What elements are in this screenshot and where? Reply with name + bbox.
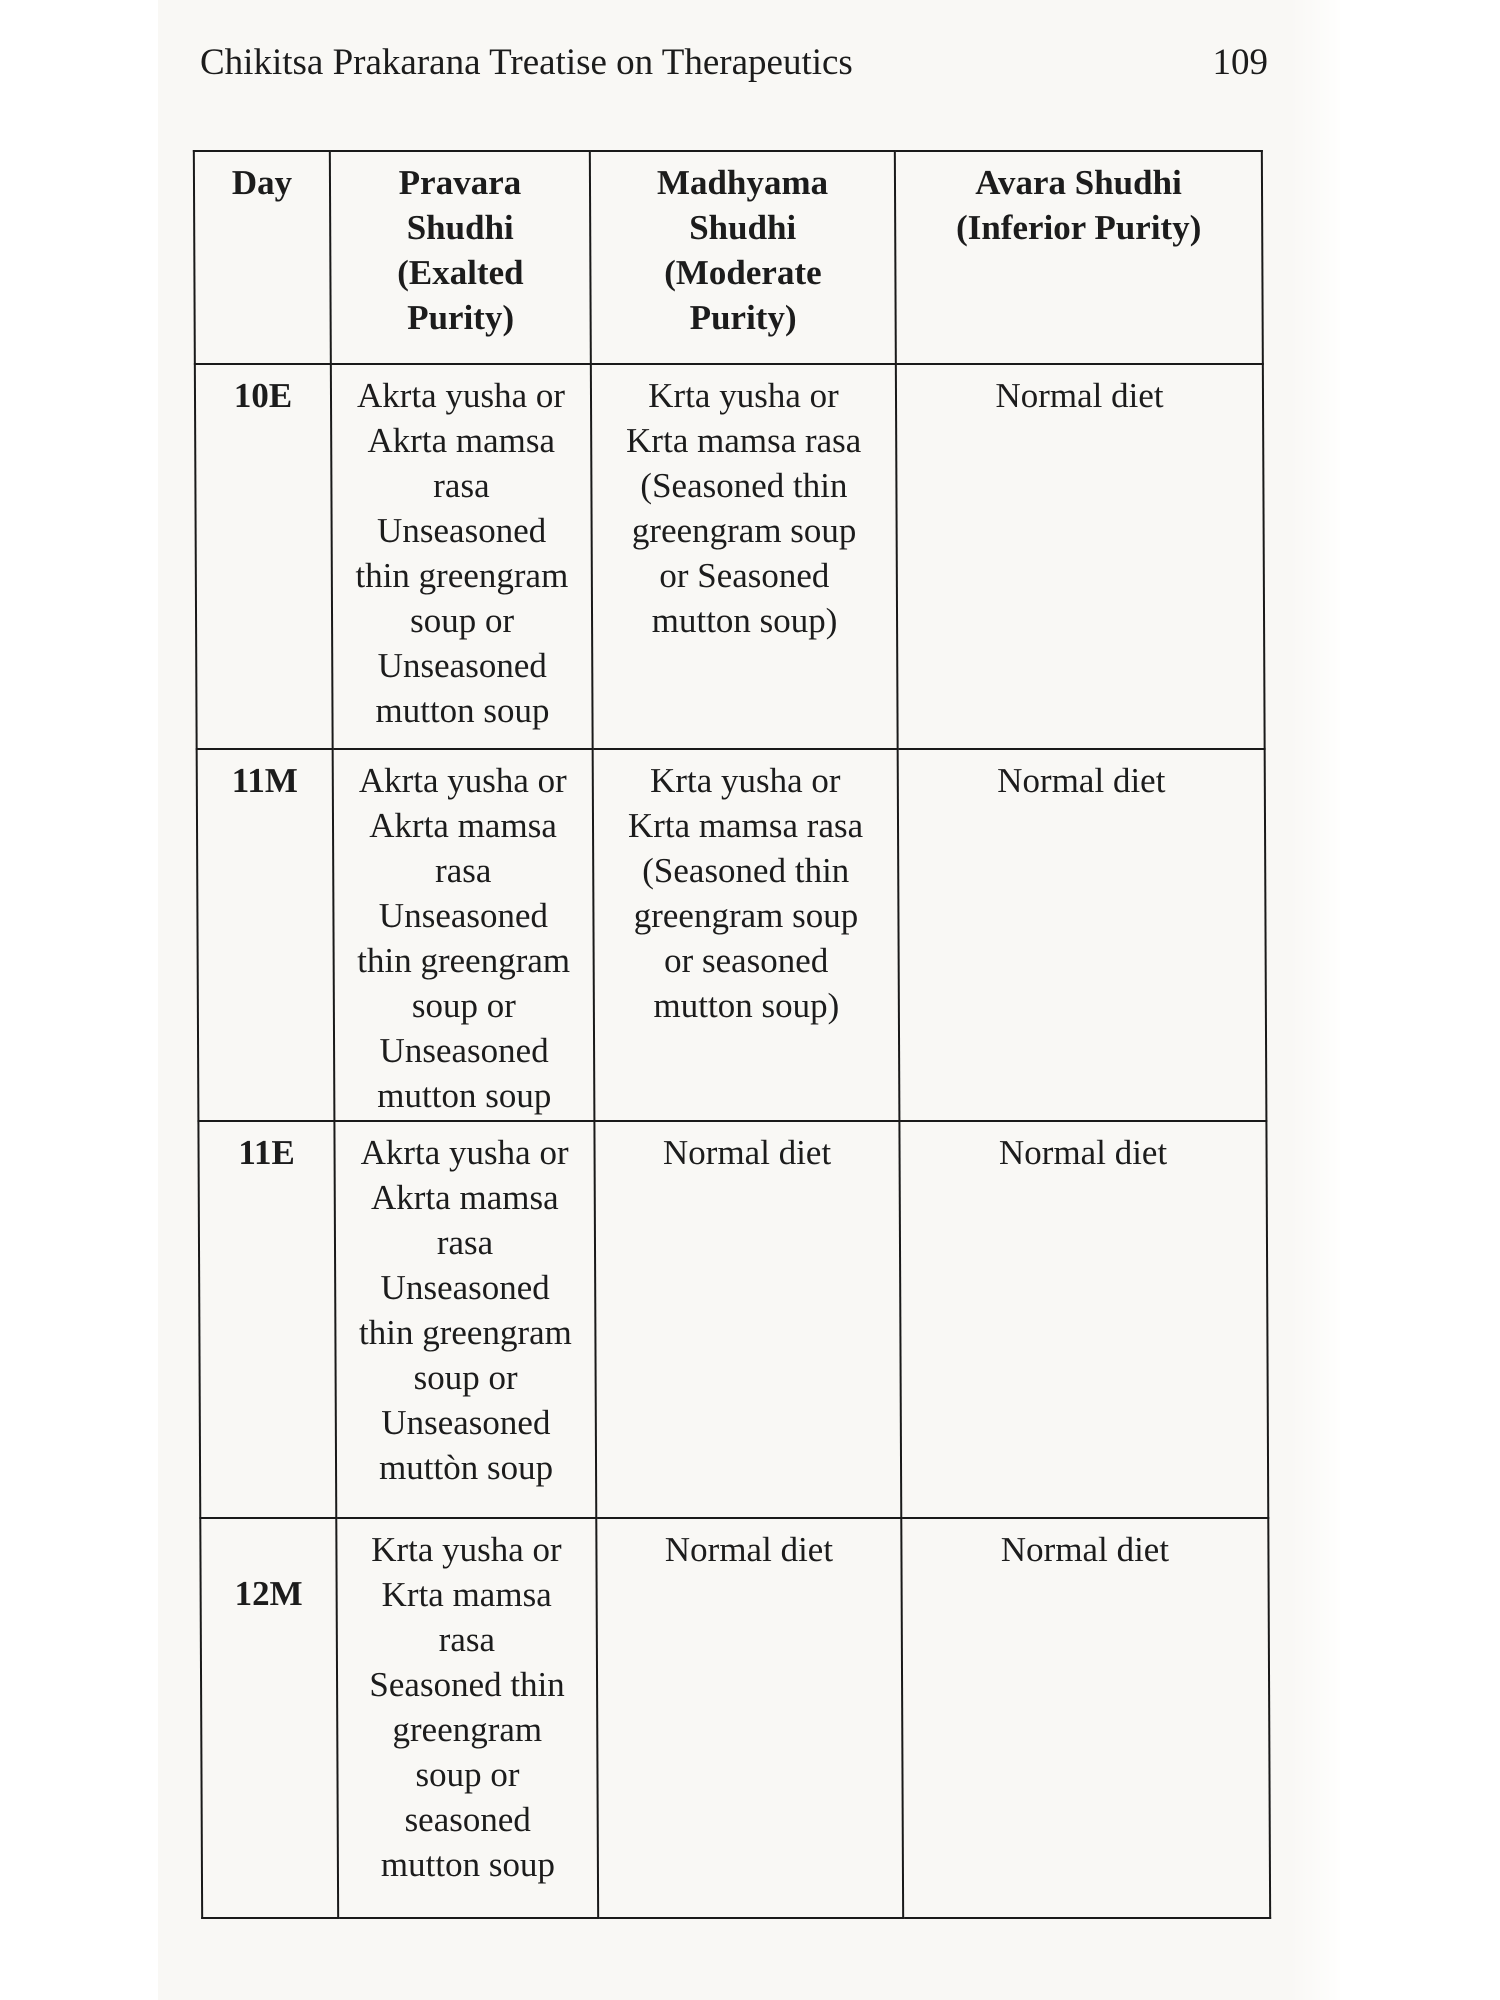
avara-cell: Normal diet (899, 1121, 1268, 1518)
day-cell: 12M (200, 1518, 338, 1918)
madhyama-cell: Krta yusha or Krta mamsa rasa (Seasoned thin greengram soup or Seasoned mutton soup) (591, 364, 898, 749)
madhyama-cell: Normal diet (596, 1518, 903, 1918)
avara-cell: Normal diet (898, 749, 1267, 1121)
day-cell: 11E (198, 1121, 336, 1518)
diet-schedule-table (193, 150, 1271, 1919)
column-header-avara: Avara Shudhi (Inferior Purity) (895, 151, 1263, 364)
column-header-day: Day (194, 151, 331, 364)
pravara-cell: Akrta yusha or Akrta mamsa rasa Unseasoned thin greengram soup or Unseasoned mutton soup (333, 749, 595, 1121)
pravara-cell: Akrta yusha or Akrta mamsa rasa Unseasoned thin greengram soup or Unseasoned mutton soup (331, 364, 593, 749)
column-header-madhyama: Madhyama Shudhi (Moderate Purity) (590, 151, 896, 364)
column-header-pravara: Pravara Shudhi (Exalted Purity) (330, 151, 591, 364)
table-row (200, 1518, 1270, 1918)
day-cell: 11M (197, 749, 335, 1121)
table-row (197, 749, 1267, 1121)
pravara-cell: Krta yusha or Krta mamsa rasa Seasoned thin greengram soup or seasoned mutton soup (336, 1518, 598, 1918)
pravara-cell: Akrta yusha or Akrta mamsa rasa Unseasoned thin greengram soup or Unseasoned muttòn soup (334, 1121, 596, 1518)
avara-cell: Normal diet (896, 364, 1265, 749)
page-edge (1290, 0, 1350, 2000)
table-row (195, 364, 1265, 749)
avara-cell: Normal diet (901, 1518, 1270, 1918)
running-head-title: Chikitsa Prakarana Treatise on Therapeutics (200, 42, 853, 83)
page-number: 109 (1212, 42, 1268, 83)
madhyama-cell: Normal diet (594, 1121, 901, 1518)
madhyama-cell: Krta yusha or Krta mamsa rasa (Seasoned thin greengram soup or seasoned mutton soup) (593, 749, 900, 1121)
table-header-row (194, 151, 1263, 364)
table-row (198, 1121, 1268, 1518)
day-cell: 10E (195, 364, 333, 749)
